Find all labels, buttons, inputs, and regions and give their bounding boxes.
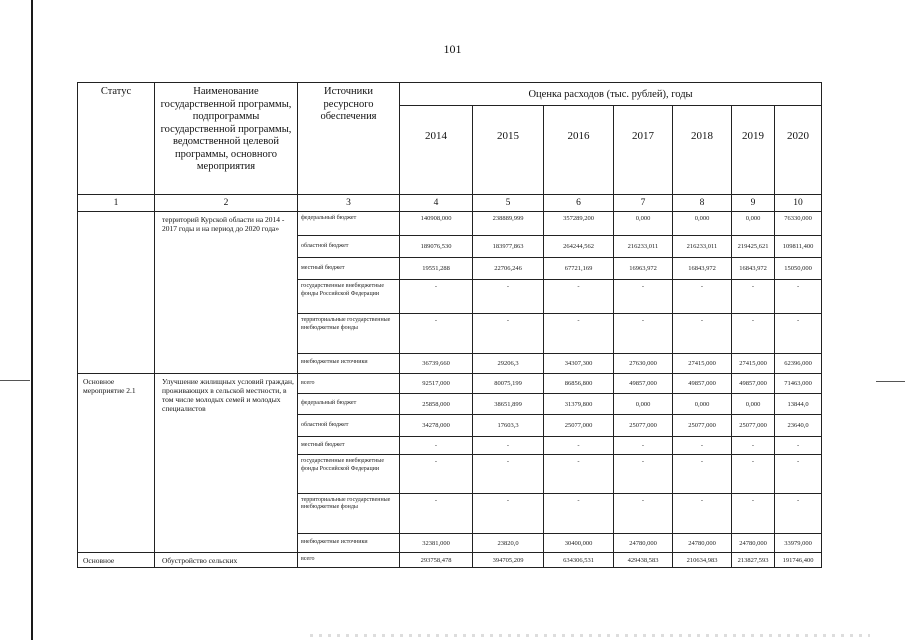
value-cell-2015: - bbox=[473, 493, 544, 533]
funding-source-cell: всего bbox=[298, 553, 400, 568]
value-cell-2015: - bbox=[473, 437, 544, 455]
value-cell-2014: 32381,000 bbox=[400, 533, 473, 552]
value-cell-2017: 429438,583 bbox=[614, 553, 673, 568]
value-cell-2017: 0,000 bbox=[614, 393, 673, 414]
value-cell-2015: - bbox=[473, 280, 544, 314]
scan-noise bbox=[310, 634, 870, 637]
value-cell-2015: 22706,246 bbox=[473, 258, 544, 280]
value-cell-2017: 49857,000 bbox=[614, 373, 673, 393]
value-cell-2018: 49857,000 bbox=[673, 373, 732, 393]
column-number-9: 9 bbox=[732, 195, 775, 212]
fold-mark-left bbox=[0, 380, 30, 381]
value-cell-2015: - bbox=[473, 314, 544, 353]
value-cell-2014: - bbox=[400, 437, 473, 455]
value-cell-2020: 62396,000 bbox=[775, 353, 822, 373]
value-cell-2019: 0,000 bbox=[732, 393, 775, 414]
value-cell-2019: - bbox=[732, 280, 775, 314]
value-cell-2015: 80075,199 bbox=[473, 373, 544, 393]
value-cell-2014: 36739,660 bbox=[400, 353, 473, 373]
column-number-7: 7 bbox=[614, 195, 673, 212]
scan-edge-line bbox=[31, 0, 33, 640]
value-cell-2014: 140908,000 bbox=[400, 212, 473, 235]
value-cell-2016: 634306,531 bbox=[544, 553, 614, 568]
funding-source-cell: государственные внебюджетные фонды Российской Федерации bbox=[298, 455, 400, 493]
value-cell-2016: - bbox=[544, 280, 614, 314]
funding-source-cell: областной бюджет bbox=[298, 235, 400, 257]
header-estimate: Оценка расходов (тыс. рублей), годы bbox=[400, 83, 822, 106]
funding-source-cell: территориальные государственные внебюджетные фонды bbox=[298, 493, 400, 533]
value-cell-2020: 15050,000 bbox=[775, 258, 822, 280]
year-2015: 2015 bbox=[473, 106, 544, 195]
value-cell-2020: 33979,000 bbox=[775, 533, 822, 552]
value-cell-2018: 25077,000 bbox=[673, 415, 732, 437]
header-name: Наименование государственной программы, подпрограммы государственной программы, ведомственной целевой программы, основного мероприятия bbox=[155, 83, 298, 195]
fold-mark-right bbox=[876, 381, 905, 382]
value-cell-2016: 30400,000 bbox=[544, 533, 614, 552]
value-cell-2016: - bbox=[544, 493, 614, 533]
value-cell-2020: - bbox=[775, 314, 822, 353]
value-cell-2016: 67721,169 bbox=[544, 258, 614, 280]
value-cell-2017: 16963,972 bbox=[614, 258, 673, 280]
value-cell-2019: 16843,972 bbox=[732, 258, 775, 280]
program-name-cell: Обустройство сельских bbox=[155, 553, 298, 568]
value-cell-2014: 25858,000 bbox=[400, 393, 473, 414]
column-number-6: 6 bbox=[544, 195, 614, 212]
funding-source-cell: государственные внебюджетные фонды Российской Федерации bbox=[298, 280, 400, 314]
value-cell-2020: 71463,000 bbox=[775, 373, 822, 393]
value-cell-2014: - bbox=[400, 455, 473, 493]
value-cell-2020: - bbox=[775, 455, 822, 493]
value-cell-2018: 0,000 bbox=[673, 393, 732, 414]
column-numbers-row bbox=[78, 195, 822, 212]
value-cell-2018: - bbox=[673, 437, 732, 455]
column-number-1: 1 bbox=[78, 195, 155, 212]
column-number-10: 10 bbox=[775, 195, 822, 212]
value-cell-2020: 13844,0 bbox=[775, 393, 822, 414]
value-cell-2015: 394705,209 bbox=[473, 553, 544, 568]
value-cell-2016: 86856,800 bbox=[544, 373, 614, 393]
value-cell-2015: 183977,863 bbox=[473, 235, 544, 257]
value-cell-2018: 24780,000 bbox=[673, 533, 732, 552]
value-cell-2019: 219425,621 bbox=[732, 235, 775, 257]
funding-source-cell: внебюджетные источники bbox=[298, 353, 400, 373]
value-cell-2015: - bbox=[473, 455, 544, 493]
value-cell-2014: 19551,288 bbox=[400, 258, 473, 280]
table-row bbox=[78, 373, 822, 393]
value-cell-2014: - bbox=[400, 280, 473, 314]
column-number-4: 4 bbox=[400, 195, 473, 212]
program-name-cell: территорий Курской области на 2014 - 2017 годы и на период до 2020 года» bbox=[155, 212, 298, 373]
year-2014: 2014 bbox=[400, 106, 473, 195]
year-2017: 2017 bbox=[614, 106, 673, 195]
value-cell-2018: - bbox=[673, 455, 732, 493]
value-cell-2015: 238889,999 bbox=[473, 212, 544, 235]
value-cell-2014: - bbox=[400, 493, 473, 533]
funding-source-cell: местный бюджет bbox=[298, 258, 400, 280]
status-cell: Основное bbox=[78, 553, 155, 568]
value-cell-2017: - bbox=[614, 314, 673, 353]
column-number-8: 8 bbox=[673, 195, 732, 212]
value-cell-2020: 109811,400 bbox=[775, 235, 822, 257]
year-2020: 2020 bbox=[775, 106, 822, 195]
expense-table bbox=[77, 82, 822, 568]
value-cell-2014: 189076,530 bbox=[400, 235, 473, 257]
value-cell-2014: 34278,000 bbox=[400, 415, 473, 437]
value-cell-2016: 264244,562 bbox=[544, 235, 614, 257]
funding-source-cell: областной бюджет bbox=[298, 415, 400, 437]
value-cell-2014: 92517,000 bbox=[400, 373, 473, 393]
value-cell-2016: - bbox=[544, 455, 614, 493]
value-cell-2020: 191746,400 bbox=[775, 553, 822, 568]
value-cell-2018: 210634,983 bbox=[673, 553, 732, 568]
value-cell-2020: 23640,0 bbox=[775, 415, 822, 437]
funding-source-cell: всего bbox=[298, 373, 400, 393]
value-cell-2015: 38651,899 bbox=[473, 393, 544, 414]
value-cell-2016: 357289,200 bbox=[544, 212, 614, 235]
value-cell-2018: 216233,011 bbox=[673, 235, 732, 257]
funding-source-cell: местный бюджет bbox=[298, 437, 400, 455]
funding-source-cell: территориальные государственные внебюджетные фонды bbox=[298, 314, 400, 353]
value-cell-2016: 25077,000 bbox=[544, 415, 614, 437]
value-cell-2017: 0,000 bbox=[614, 212, 673, 235]
header-status: Статус bbox=[78, 83, 155, 195]
value-cell-2018: 0,000 bbox=[673, 212, 732, 235]
value-cell-2018: - bbox=[673, 493, 732, 533]
funding-source-cell: федеральный бюджет bbox=[298, 212, 400, 235]
value-cell-2016: - bbox=[544, 437, 614, 455]
year-2016: 2016 bbox=[544, 106, 614, 195]
value-cell-2019: 27415,000 bbox=[732, 353, 775, 373]
value-cell-2019: 49857,000 bbox=[732, 373, 775, 393]
value-cell-2017: 216233,011 bbox=[614, 235, 673, 257]
value-cell-2018: 27415,000 bbox=[673, 353, 732, 373]
value-cell-2019: - bbox=[732, 455, 775, 493]
value-cell-2019: - bbox=[732, 493, 775, 533]
value-cell-2015: 23820,0 bbox=[473, 533, 544, 552]
column-number-3: 3 bbox=[298, 195, 400, 212]
value-cell-2018: 16843,972 bbox=[673, 258, 732, 280]
value-cell-2019: 24780,000 bbox=[732, 533, 775, 552]
value-cell-2017: 25077,000 bbox=[614, 415, 673, 437]
status-cell: Основное мероприятие 2.1 bbox=[78, 373, 155, 552]
value-cell-2020: - bbox=[775, 437, 822, 455]
funding-source-cell: федеральный бюджет bbox=[298, 393, 400, 414]
table-row bbox=[78, 553, 822, 568]
value-cell-2017: - bbox=[614, 493, 673, 533]
column-number-2: 2 bbox=[155, 195, 298, 212]
value-cell-2018: - bbox=[673, 280, 732, 314]
value-cell-2015: 17603,3 bbox=[473, 415, 544, 437]
value-cell-2016: 34307,300 bbox=[544, 353, 614, 373]
value-cell-2017: - bbox=[614, 280, 673, 314]
value-cell-2019: - bbox=[732, 314, 775, 353]
value-cell-2018: - bbox=[673, 314, 732, 353]
value-cell-2017: - bbox=[614, 455, 673, 493]
column-number-5: 5 bbox=[473, 195, 544, 212]
page-number: 101 bbox=[443, 42, 462, 56]
value-cell-2017: 27630,000 bbox=[614, 353, 673, 373]
value-cell-2019: 25077,000 bbox=[732, 415, 775, 437]
value-cell-2016: - bbox=[544, 314, 614, 353]
value-cell-2020: - bbox=[775, 280, 822, 314]
value-cell-2020: - bbox=[775, 493, 822, 533]
status-cell bbox=[78, 212, 155, 373]
value-cell-2017: 24780,000 bbox=[614, 533, 673, 552]
header-row bbox=[78, 83, 822, 106]
value-cell-2015: 29206,3 bbox=[473, 353, 544, 373]
program-name-cell: Улучшение жилищных условий граждан, проживающих в сельской местности, в том числе молодых семей и молодых специалистов bbox=[155, 373, 298, 552]
table-row bbox=[78, 212, 822, 235]
value-cell-2020: 76330,000 bbox=[775, 212, 822, 235]
funding-source-cell: внебюджетные источники bbox=[298, 533, 400, 552]
value-cell-2014: 293758,478 bbox=[400, 553, 473, 568]
value-cell-2016: 31379,800 bbox=[544, 393, 614, 414]
year-2019: 2019 bbox=[732, 106, 775, 195]
value-cell-2019: 0,000 bbox=[732, 212, 775, 235]
value-cell-2019: 213827,593 bbox=[732, 553, 775, 568]
value-cell-2017: - bbox=[614, 437, 673, 455]
header-sources: Источники ресурсного обеспечения bbox=[298, 83, 400, 195]
value-cell-2014: - bbox=[400, 314, 473, 353]
year-2018: 2018 bbox=[673, 106, 732, 195]
value-cell-2019: - bbox=[732, 437, 775, 455]
